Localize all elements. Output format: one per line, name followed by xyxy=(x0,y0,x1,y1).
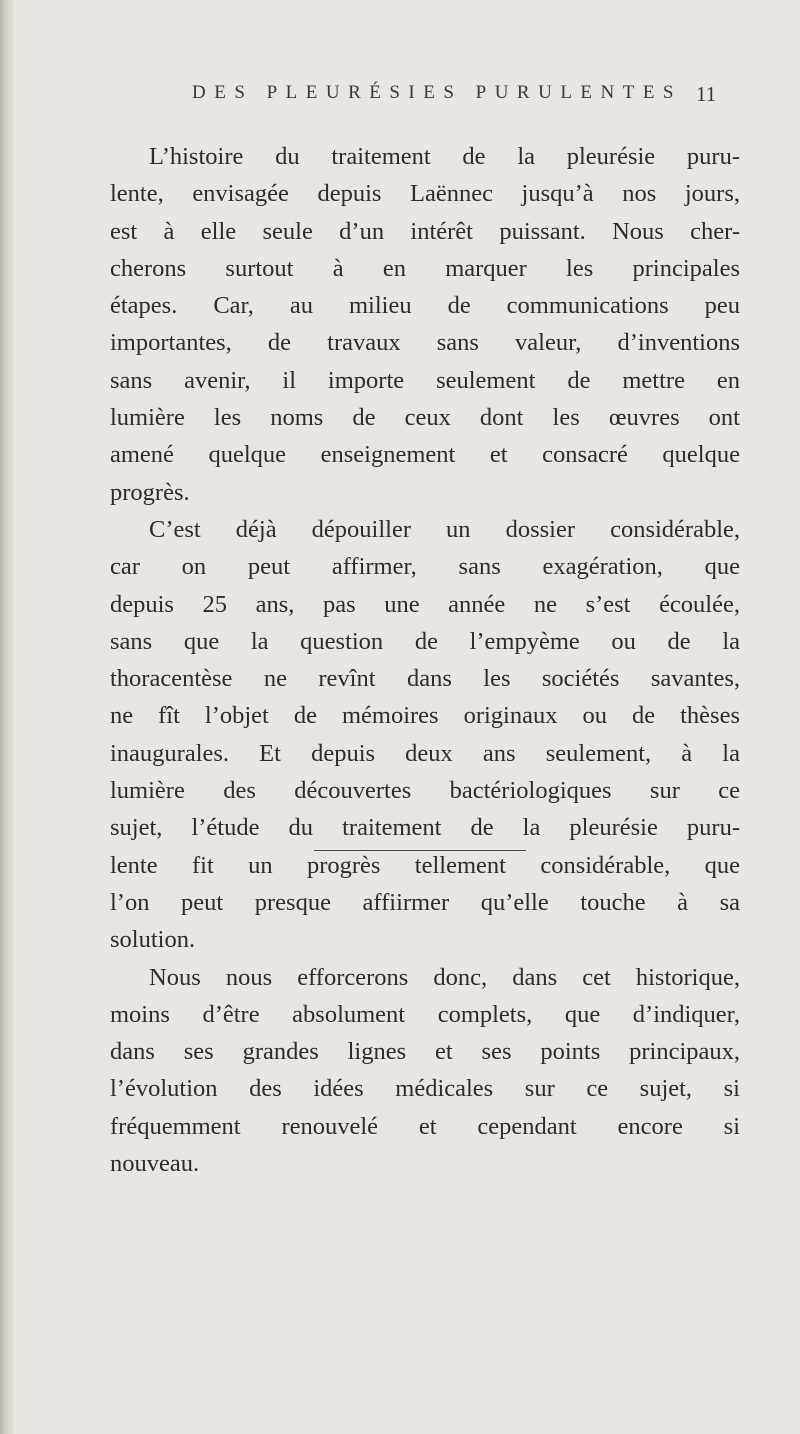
text-line: sans avenir, il importe seulement de mettre en xyxy=(110,366,740,394)
text-line: cherons surtout à en marquer les principales xyxy=(110,254,740,282)
text-line: l’on peut presque affiirmer qu’elle touche à sa xyxy=(110,888,740,916)
text-line: progrès. xyxy=(110,478,190,506)
text-line: lente fit un progrès tellement considérable, que xyxy=(110,851,740,879)
running-head: DES PLEURÉSIES PURULENTES xyxy=(192,82,682,103)
text-line: Nous nous efforcerons donc, dans cet historique, xyxy=(149,963,740,991)
text-line: nouveau. xyxy=(110,1150,200,1178)
text-line: l’évolution des idées médicales sur ce sujet, si xyxy=(110,1075,740,1103)
text-line: dans ses grandes lignes et ses points principaux, xyxy=(110,1038,740,1066)
section-end-rule xyxy=(314,850,526,851)
text-line: fréquemment renouvelé et cependant encore si xyxy=(110,1112,740,1140)
text-line: solution. xyxy=(110,926,196,954)
text-line: sujet, l’étude du traitement de la pleurésie puru- xyxy=(110,814,740,842)
page-binding-edge xyxy=(0,0,14,1434)
paragraph xyxy=(110,959,740,1183)
text-line: amené quelque enseignement et consacré quelque xyxy=(110,441,740,469)
text-line: L’histoire du traitement de la pleurésie puru- xyxy=(149,143,740,170)
paragraph xyxy=(110,138,740,511)
text-line: étapes. Car, au milieu de communications peu xyxy=(110,292,740,320)
paragraph xyxy=(110,511,740,959)
text-line: ne fît l’objet de mémoires originaux ou de thèses xyxy=(110,702,740,730)
text-line: lente, envisagée depuis Laënnec jusqu’à nos jours, xyxy=(110,180,740,208)
text-line: inaugurales. Et depuis deux ans seulement, à la xyxy=(110,739,740,767)
text-line: moins d’être absolument complets, que d’indiquer, xyxy=(110,1000,740,1028)
text-line: thoracentèse ne revînt dans les sociétés savantes, xyxy=(110,665,740,693)
body-text xyxy=(110,138,740,1182)
text-line: depuis 25 ans, pas une année ne s’est écoulée, xyxy=(110,590,740,618)
text-line: lumière les noms de ceux dont les œuvres ont xyxy=(110,404,740,432)
text-line: C’est déjà dépouiller un dossier considérable, xyxy=(149,515,740,543)
text-line: lumière des découvertes bactériologiques sur ce xyxy=(110,777,740,805)
text-line: est à elle seule d’un intérêt puissant. Nous cher- xyxy=(110,217,740,245)
text-line: importantes, de travaux sans valeur, d’inventions xyxy=(110,329,740,357)
text-line: car on peut affirmer, sans exagération, que xyxy=(110,553,740,581)
page-number: 11 xyxy=(696,82,717,106)
text-line: sans que la question de l’empyème ou de la xyxy=(110,627,740,655)
